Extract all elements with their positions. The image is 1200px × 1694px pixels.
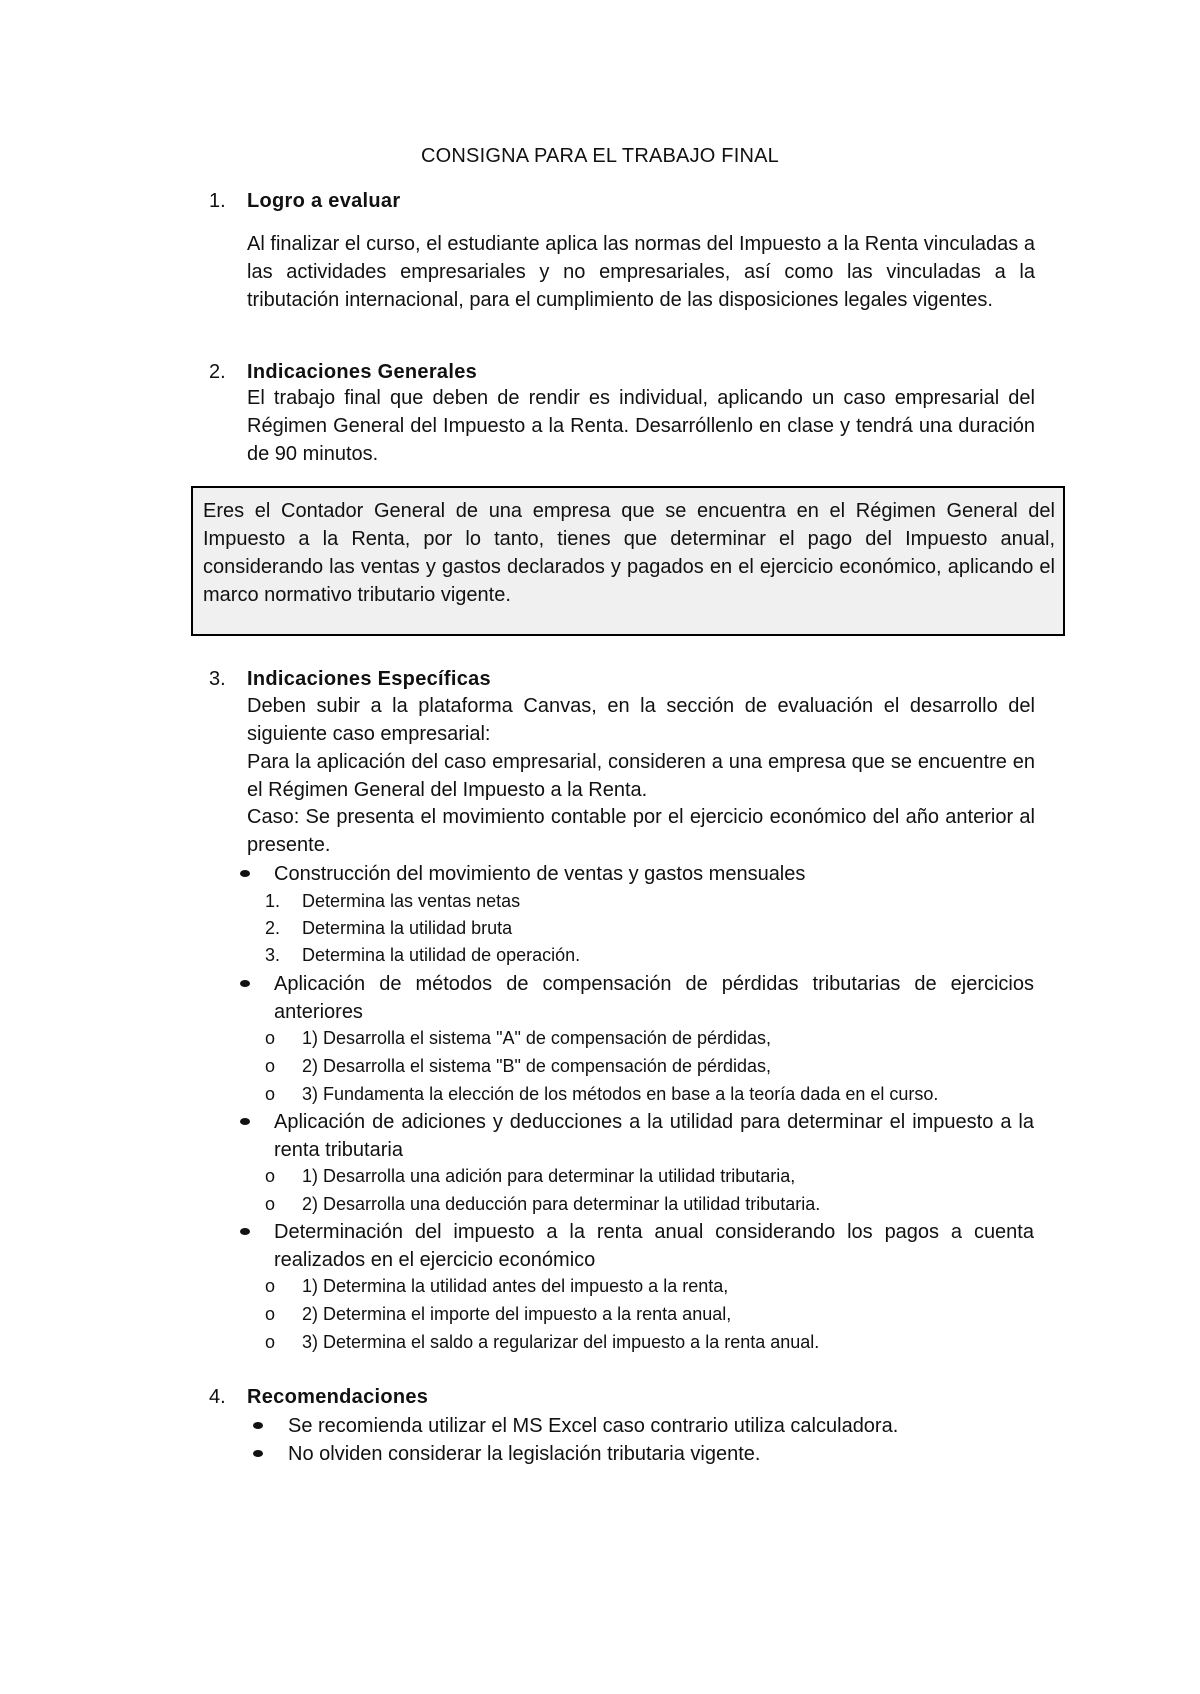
bullet-icon [253,1450,263,1457]
list-item-text: 3) Fundamenta la elección de los métodos en base a la teoría dada en el curso. [302,1084,939,1104]
bullet-icon [240,870,250,877]
section-3-number: 3. [209,668,226,690]
bullet-icon [240,1118,250,1125]
section-4-number: 4. [209,1386,226,1408]
section-3-paragraph-3: Caso: Se presenta el movimiento contable por el ejercicio económico del año anterior al presente. [247,806,1035,856]
list-marker: o [265,1028,276,1048]
list-item-text: 2) Determina el importe del impuesto a la renta anual, [302,1304,732,1324]
list-number: 3. [265,945,281,965]
bullet-text: Construcción del movimiento de ventas y gastos mensuales [274,863,806,885]
list-item-text: Determina la utilidad de operación. [302,945,581,965]
section-1-paragraph: Al finalizar el curso, el estudiante aplica las normas del Impuesto a la Renta vinculadas a las actividades empresariales y no empresariales, así como las vinculadas a la tributación internacional, para el cumplimiento de las disposiciones legales vigentes. [247,233,1035,311]
list-item-text: Determina la utilidad bruta [302,918,513,938]
section-1-number: 1. [209,190,226,212]
bullet-text: Aplicación de métodos de compensación de pérdidas tributarias de ejercicios anteriores [274,973,1034,1023]
list-marker: o [265,1084,276,1104]
list-item-text: 2) Desarrolla el sistema "B" de compensación de pérdidas, [302,1056,772,1076]
bullet-icon [240,980,250,987]
bullet-text: Determinación del impuesto a la renta anual considerando los pagos a cuenta realizados en el ejercicio económico [274,1221,1034,1271]
list-marker: o [265,1194,276,1214]
list-item-text: Determina las ventas netas [302,891,521,911]
section-2-number: 2. [209,361,226,383]
list-number: 2. [265,918,281,938]
list-marker: o [265,1166,276,1186]
recommendation-text: Se recomienda utilizar el MS Excel caso contrario utiliza calculadora. [288,1415,899,1437]
list-item-text: 1) Determina la utilidad antes del impuesto a la renta, [302,1276,729,1296]
document-title: CONSIGNA PARA EL TRABAJO FINAL [421,145,779,167]
bullet-text: Aplicación de adiciones y deducciones a la utilidad para determinar el impuesto a la renta tributaria [274,1111,1034,1161]
list-item-text: 3) Determina el saldo a regularizar del impuesto a la renta anual. [302,1332,820,1352]
section-3-heading: Indicaciones Específicas [247,668,491,690]
section-3-paragraph-1: Deben subir a la plataforma Canvas, en la sección de evaluación el desarrollo del siguiente caso empresarial: [247,695,1035,745]
case-box [191,486,1065,636]
section-2-heading: Indicaciones Generales [247,361,478,383]
section-4-heading: Recomendaciones [247,1386,429,1408]
section-3-paragraph-2: Para la aplicación del caso empresarial, consideren a una empresa que se encuentre en el Régimen General del Impuesto a la Renta. [247,751,1035,801]
list-marker: o [265,1276,276,1296]
list-item-text: 2) Desarrolla una deducción para determinar la utilidad tributaria. [302,1194,821,1214]
case-box-text: Eres el Contador General de una empresa que se encuentra en el Régimen General del Impuesto a la Renta, por lo tanto, tienes que determinar el pago del Impuesto anual, considerando las ventas y gastos declarados y pagados en el ejercicio económico, aplicando el marco normativo tributario vigente. [203,500,1055,606]
list-marker: o [265,1304,276,1324]
bullet-icon [253,1422,263,1429]
recommendation-text: No olviden considerar la legislación tributaria vigente. [288,1443,761,1465]
list-number: 1. [265,891,281,911]
list-marker: o [265,1056,276,1076]
section-2-paragraph: El trabajo final que deben de rendir es individual, aplicando un caso empresarial del Régimen General del Impuesto a la Renta. Desarróllenlo en clase y tendrá una duración de 90 minutos. [247,387,1035,465]
bullet-icon [240,1228,250,1235]
list-item-text: 1) Desarrolla una adición para determinar la utilidad tributaria, [302,1166,796,1186]
section-1-heading: Logro a evaluar [247,190,401,212]
list-item-text: 1) Desarrolla el sistema "A" de compensación de pérdidas, [302,1028,772,1048]
list-marker: o [265,1332,276,1352]
